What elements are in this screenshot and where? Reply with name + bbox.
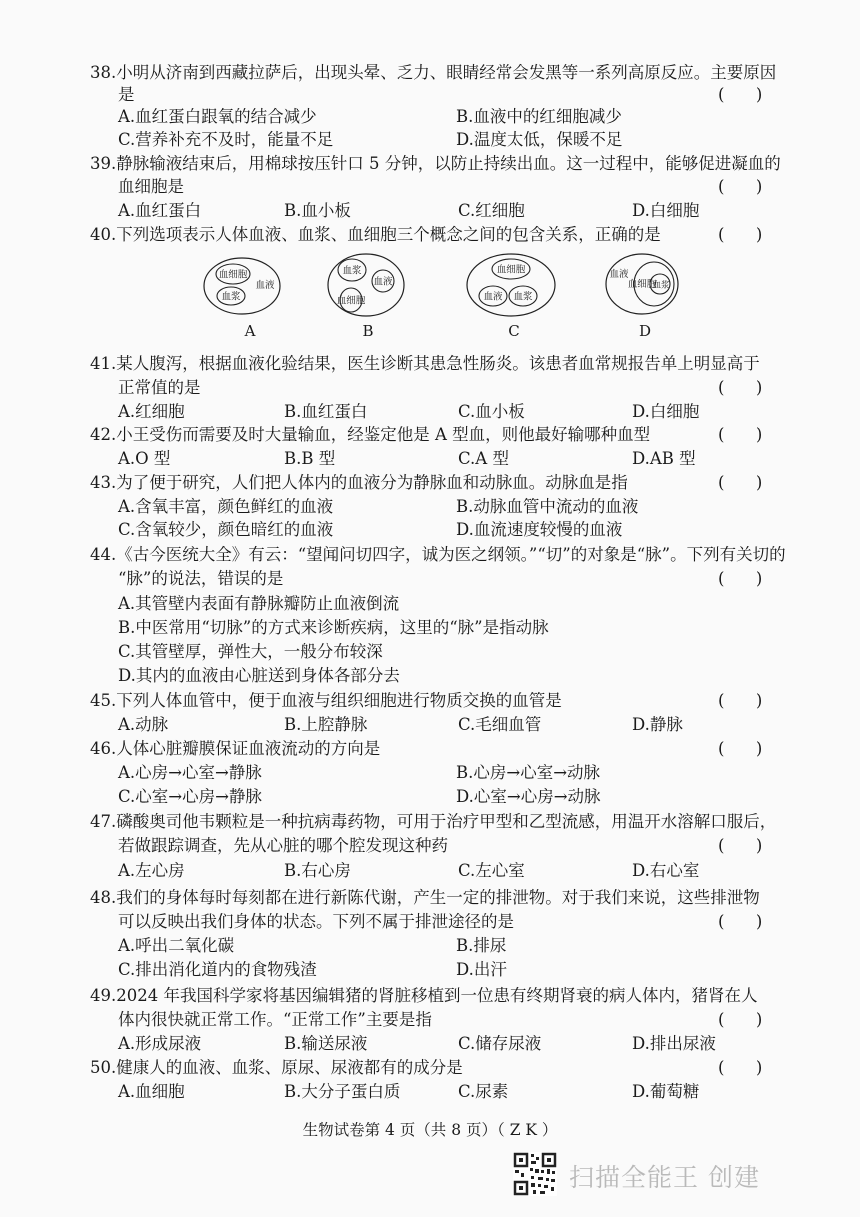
venn-d-outer: 血液 [609, 269, 629, 280]
q39-option-b: B.血小板 [284, 201, 351, 220]
q49-answer-blank[interactable]: ( ) [718, 1010, 763, 1029]
q50-option-d: D.葡萄糖 [632, 1082, 700, 1101]
q50-stem-line1: 50.健康人的血液、血浆、原尿、尿液都有的成分是 [90, 1058, 463, 1077]
venn-a-figure [195, 250, 305, 320]
venn-b-inner-1: 血浆 [342, 265, 362, 277]
q42-option-b: B.B 型 [284, 449, 336, 468]
q40-diagram-a [195, 250, 305, 345]
q39-option-d: D.白细胞 [632, 201, 700, 220]
q49-option-d: D.排出尿液 [632, 1034, 716, 1053]
q43-option-c: C.含氧较少，颜色暗红的血液 [118, 520, 334, 539]
q40-diagram-c [463, 250, 573, 345]
q50-option-a: A.血细胞 [118, 1082, 185, 1101]
q41-stem-line1: 41.某人腹泻，根据血液化验结果，医生诊断其患急性肠炎。该患者血常规报告单上明显高于 [90, 354, 760, 373]
q49-option-b: B.输送尿液 [284, 1034, 368, 1053]
venn-a-inner-2: 血浆 [221, 291, 241, 303]
q40-stem-line1: 40.下列选项表示人体血液、血浆、血细胞三个概念之间的包含关系，正确的是 [90, 225, 661, 244]
q44-option-c: C.其管壁厚，弹性大，一般分布较深 [118, 642, 383, 661]
q47-option-d: D.右心室 [632, 861, 700, 880]
venn-a-outer: 血液 [255, 280, 275, 291]
q39-answer-blank[interactable]: ( ) [718, 177, 763, 196]
venn-d-inner: 血浆 [652, 280, 670, 291]
q48-stem-line1: 48.我们的身体每时每刻都在进行新陈代谢，产生一定的排泄物。对于我们来说，这些排泄物 [90, 888, 760, 907]
q41-option-d: D.白细胞 [632, 402, 700, 421]
q47-answer-blank[interactable]: ( ) [718, 836, 763, 855]
q46-option-c: C.心室→心房→静脉 [118, 787, 262, 806]
q42-option-a: A.O 型 [118, 449, 171, 468]
q38-option-d: D.温度太低，保暖不足 [456, 130, 623, 149]
venn-d-middle: 血细胞 [627, 279, 657, 290]
venn-b-inner-2: 血液 [373, 276, 393, 288]
venn-c-inner-2: 血液 [483, 291, 503, 303]
page-footer: 生物试卷第 4 页（共 8 页）（ Z K ） [302, 1121, 558, 1139]
q41-answer-blank[interactable]: ( ) [718, 378, 763, 397]
q46-option-a: A.心房→心室→静脉 [118, 763, 262, 782]
q40-diagrams [195, 250, 705, 345]
q41-option-a: A.红细胞 [118, 402, 185, 421]
q41-stem-line2: 正常值的是 [118, 378, 201, 397]
q40-diagram-b [323, 250, 433, 345]
q48-option-a: A.呼出二氧化碳 [118, 936, 235, 955]
q47-stem-line2: 若做跟踪调查，先从心脏的哪个腔发现这种药 [118, 836, 448, 855]
q44-stem-line2: “脉”的说法，错误的是 [118, 569, 284, 588]
qr-code-icon [513, 1152, 557, 1196]
q47-option-c: C.左心室 [458, 861, 525, 880]
q48-option-b: B.排尿 [456, 936, 507, 955]
q38-stem-line1: 38.小明从济南到西藏拉萨后，出现头晕、乏力、眼睛经常会发黑等一系列高原反应。主要原因 [90, 63, 777, 82]
q43-stem-line1: 43.为了便于研究，人们把人体内的血液分为静脉血和动脉血。动脉血是指 [90, 473, 628, 492]
q41-option-c: C.血小板 [458, 402, 525, 421]
q40-diagram-d [600, 250, 710, 345]
q46-stem-line1: 46.人体心脏瓣膜保证血液流动的方向是 [90, 739, 381, 758]
q46-option-d: D.心室→心房→动脉 [456, 787, 601, 806]
q43-option-a: A.含氧丰富，颜色鲜红的血液 [118, 497, 334, 516]
q38-answer-blank[interactable]: ( ) [718, 85, 763, 104]
q40-option-c-label[interactable]: C [508, 322, 520, 340]
q38-option-b: B.血液中的红细胞减少 [456, 107, 622, 126]
venn-a-inner-1: 血细胞 [218, 269, 248, 281]
q48-option-c: C.排出消化道内的食物残渣 [118, 960, 317, 979]
q45-stem-line1: 45.下列人体血管中，便于血液与组织细胞进行物质交换的血管是 [90, 691, 562, 710]
venn-c-figure [463, 250, 573, 320]
q44-option-d: D.其内的血液由心脏送到身体各部分去 [118, 666, 400, 685]
q40-option-a-label[interactable]: A [244, 322, 256, 340]
q39-option-a: A.血红蛋白 [118, 201, 202, 220]
q50-option-c: C.尿素 [458, 1082, 509, 1101]
q46-option-b: B.心房→心室→动脉 [456, 763, 601, 782]
q42-option-c: C.A 型 [458, 449, 509, 468]
q39-stem-line1: 39.静脉输液结束后，用棉球按压针口 5 分钟，以防止持续出血。这一过程中，能够促进凝血的 [90, 154, 781, 173]
q49-option-a: A.形成尿液 [118, 1034, 202, 1053]
q42-answer-blank[interactable]: ( ) [718, 425, 763, 444]
q44-stem-line1: 44.《古今医统大全》有云：“望闻问切四字，诚为医之纲领。”“切”的对象是“脉”。下列有关切的 [90, 545, 786, 564]
q48-option-d: D.出汗 [456, 960, 507, 979]
q42-stem-line1: 42.小王受伤而需要及时大量输血，经鉴定他是 A 型血，则他最好输哪种血型 [90, 425, 651, 444]
q38-option-c: C.营养补充不及时，能量不足 [118, 130, 334, 149]
q47-stem-line1: 47.磷酸奥司他韦颗粒是一种抗病毒药物，可用于治疗甲型和乙型流感，用温开水溶解口服后， [90, 812, 777, 831]
q49-option-c: C.储存尿液 [458, 1034, 542, 1053]
q47-option-a: A.左心房 [118, 861, 185, 880]
q50-option-b: B.大分子蛋白质 [284, 1082, 401, 1101]
venn-d-figure [600, 250, 710, 320]
q45-answer-blank[interactable]: ( ) [718, 691, 763, 710]
q47-option-b: B.右心房 [284, 861, 351, 880]
venn-c-inner-1: 血细胞 [496, 264, 526, 276]
q38-stem-line2: 是 [118, 85, 135, 104]
q48-answer-blank[interactable]: ( ) [718, 912, 763, 931]
q50-answer-blank[interactable]: ( ) [718, 1058, 763, 1077]
q41-option-b: B.血红蛋白 [284, 402, 368, 421]
q43-option-d: D.血流速度较慢的血液 [456, 520, 623, 539]
q43-option-b: B.动脉血管中流动的血液 [456, 497, 639, 516]
scanner-watermark-text: 扫描全能王 创建 [569, 1163, 760, 1192]
q44-option-a: A.其管壁内表面有静脉瓣防止血液倒流 [118, 594, 400, 613]
q45-option-a: A.动脉 [118, 715, 169, 734]
q46-answer-blank[interactable]: ( ) [718, 739, 763, 758]
q40-option-b-label[interactable]: B [362, 322, 374, 340]
q45-option-c: C.毛细血管 [458, 715, 542, 734]
q49-stem-line1: 49.2024 年我国科学家将基因编辑猪的肾脏移植到一位患有终期肾衰的病人体内，猪肾在人 [90, 986, 758, 1005]
q44-option-b: B.中医常用“切脉”的方式来诊断疾病，这里的“脉”是指动脉 [118, 618, 549, 637]
q40-option-d-label[interactable]: D [638, 322, 652, 340]
q38-option-a: A.血红蛋白跟氧的结合减少 [118, 107, 317, 126]
q39-option-c: C.红细胞 [458, 201, 525, 220]
q48-stem-line2: 可以反映出我们身体的状态。下列不属于排泄途径的是 [118, 912, 514, 931]
q45-option-d: D.静脉 [632, 715, 683, 734]
q49-stem-line2: 体内很快就正常工作。“正常工作”主要是指 [118, 1010, 432, 1029]
q42-option-d: D.AB 型 [632, 449, 696, 468]
q44-answer-blank[interactable]: ( ) [718, 569, 763, 588]
q40-answer-blank[interactable]: ( ) [718, 225, 763, 244]
q45-option-b: B.上腔静脉 [284, 715, 368, 734]
q39-stem-line2: 血细胞是 [118, 177, 184, 196]
venn-b-figure [323, 250, 433, 320]
venn-b-inner-3: 血细胞 [336, 295, 366, 307]
venn-c-inner-3: 血浆 [513, 291, 533, 303]
q43-answer-blank[interactable]: ( ) [718, 473, 763, 492]
